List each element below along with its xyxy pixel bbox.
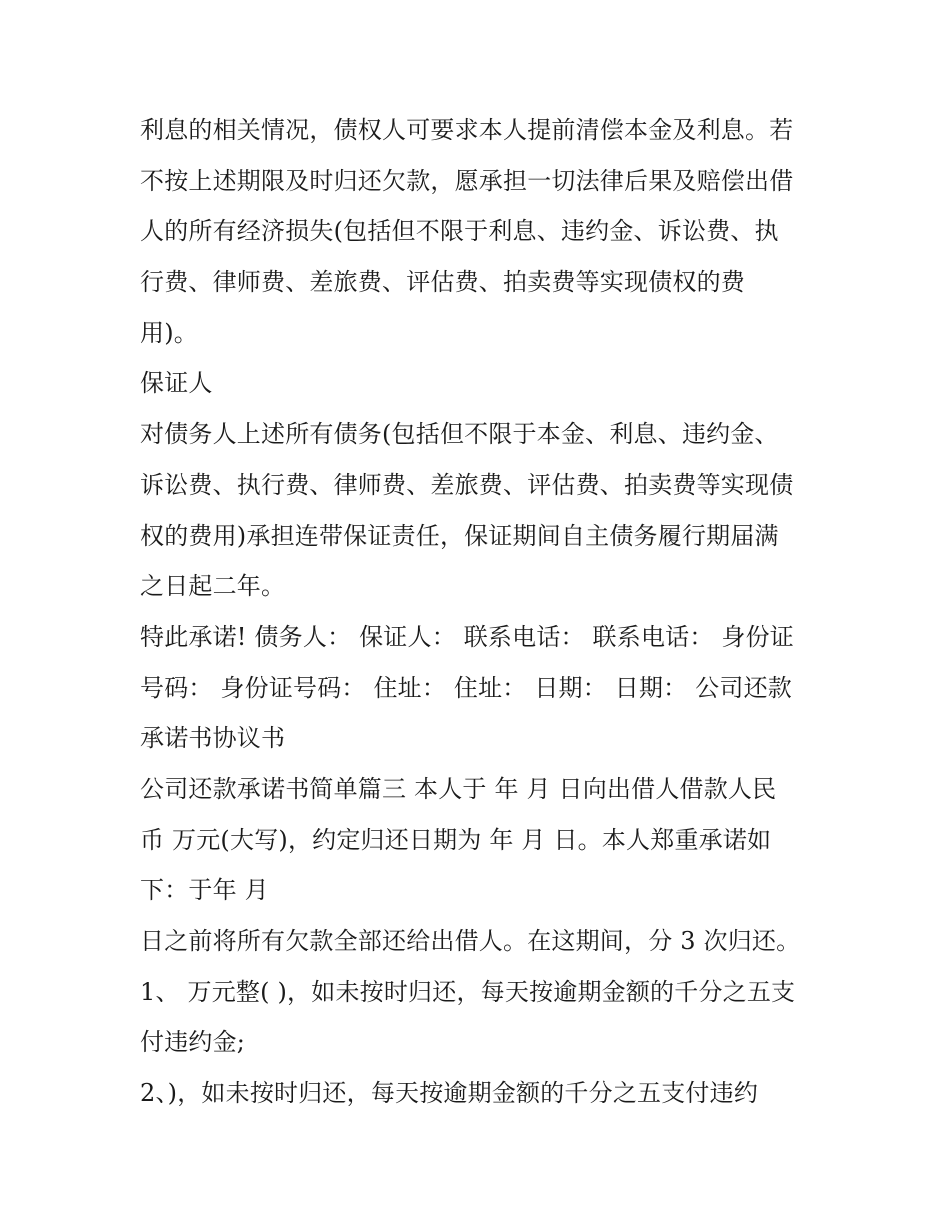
- text-line: 权的费用)承担连带保证责任，保证期间自主债务履行期届满: [140, 521, 779, 550]
- text-line: 之日起二年。: [140, 572, 286, 601]
- text-line: 对债务人上述所有债务(包括但不限于本金、利息、违约金、: [140, 420, 779, 449]
- text-line: 人的所有经济损失(包括但不限于利息、违约金、诉讼费、执: [140, 217, 779, 246]
- text-line: 币 万元(大写)，约定归还日期为 年 月 日。本人郑重承诺如: [140, 825, 772, 854]
- text-line: 日之前将所有欠款全部还给出借人。在这期间，分 3 次归还。: [140, 927, 801, 955]
- text-line: 公司还款承诺书简单篇三 本人于 年 月 日向出借人借款人民: [140, 774, 777, 803]
- text-line: 利息的相关情况，债权人可要求本人提前清偿本金及利息。若: [140, 116, 794, 144]
- list-item-1: 1、 万元整( )，如未按时归还，每天按逾期金额的千分之五支: [140, 977, 796, 1006]
- section-heading-guarantor: 保证人: [140, 369, 213, 398]
- text-line: 诉讼费、执行费、律师费、差旅费、评估费、拍卖费等实现债: [140, 470, 794, 499]
- document-body: [140, 105, 820, 1119]
- signature-fields-line: 特此承诺! 债务人： 保证人： 联系电话： 联系电话： 身份证: [140, 622, 794, 651]
- text-line: 行费、律师费、差旅费、评估费、拍卖费等实现债权的费: [140, 268, 745, 297]
- text-line: 承诺书协议书: [140, 724, 286, 753]
- signature-fields-line: 号码： 身份证号码： 住址： 住址： 日期： 日期： 公司还款: [140, 673, 792, 702]
- text-line: 用)。: [140, 318, 198, 347]
- text-line: 下：于年 月: [140, 876, 269, 905]
- text-line: 不按上述期限及时归还欠款，愿承担一切法律后果及赔偿出借: [140, 166, 794, 195]
- text-line: 付违约金;: [140, 1028, 246, 1057]
- list-item-2: 2、)，如未按时归还，每天按逾期金额的千分之五支付违约: [140, 1079, 759, 1108]
